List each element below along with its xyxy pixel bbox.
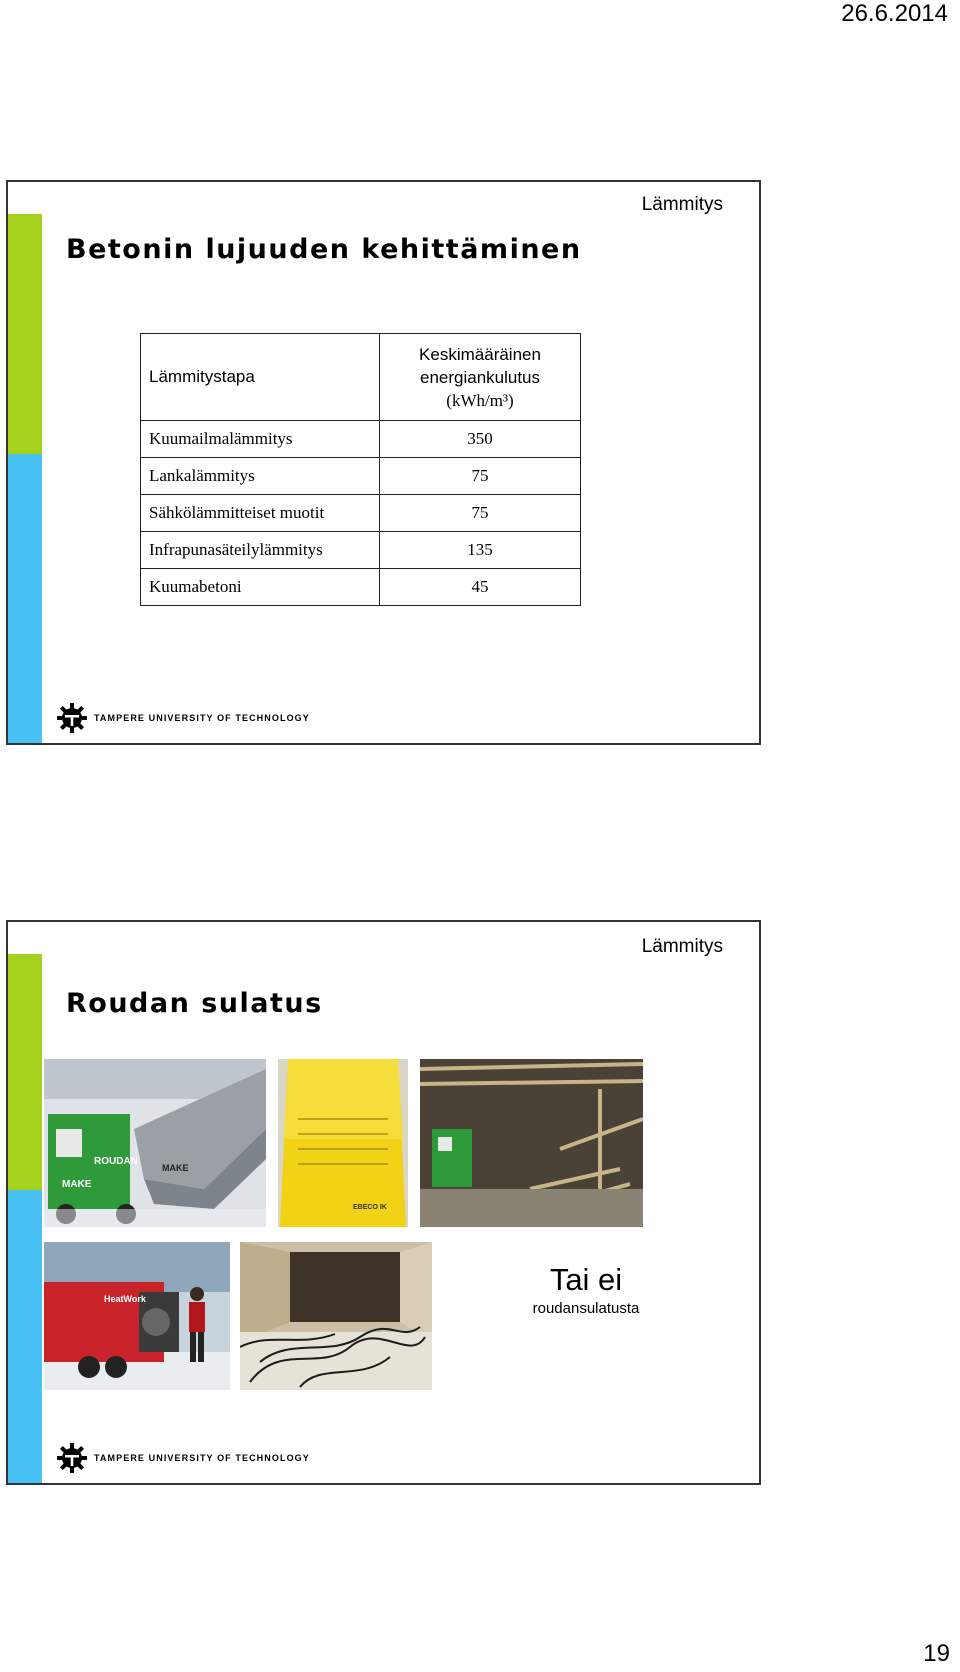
heater-model-label: MAKE <box>62 1179 92 1190</box>
row-value: 135 <box>380 532 581 569</box>
cover-label: MAKE <box>162 1163 189 1173</box>
section-label: Lämmitys <box>641 936 723 957</box>
slide-concrete-strength <box>6 180 761 745</box>
photo-formwork-cables <box>240 1242 432 1390</box>
heating-energy-table <box>140 333 581 606</box>
section-label: Lämmitys <box>641 194 723 215</box>
mat-brand-label: EBECO IK <box>353 1204 387 1211</box>
logo-text: TAMPERE UNIVERSITY OF TECHNOLOGY <box>94 713 310 723</box>
heater-brand-label: ROUDAN <box>94 1156 138 1167</box>
table-row <box>141 458 581 495</box>
slide-title: Betonin lujuuden kehittäminen <box>66 234 582 265</box>
caption-main: Tai ei <box>549 1262 623 1297</box>
table-row <box>141 495 581 532</box>
header-energy: Keskimääräinen energiankulutus (kWh/m³) <box>380 334 581 421</box>
table-row <box>141 421 581 458</box>
photo-roof-structure <box>420 1059 643 1227</box>
row-value: 75 <box>380 458 581 495</box>
logo-text: TAMPERE UNIVERSITY OF TECHNOLOGY <box>94 1453 310 1463</box>
gear-logo-icon <box>56 702 88 734</box>
photo-heating-mat <box>278 1059 408 1227</box>
row-method: Kuumabetoni <box>141 569 380 606</box>
table-row <box>141 569 581 606</box>
photo-heatwork-trailer <box>44 1242 230 1390</box>
page-number: 19 <box>923 1640 950 1667</box>
table-row <box>141 532 581 569</box>
row-value: 350 <box>380 421 581 458</box>
row-method: Sähkölämmitteiset muotit <box>141 495 380 532</box>
row-value: 75 <box>380 495 581 532</box>
row-method: Infrapunasäteilylämmitys <box>141 532 380 569</box>
row-method: Kuumailmalämmitys <box>141 421 380 458</box>
university-logo <box>56 701 310 735</box>
trailer-brand-label: HeatWork <box>104 1294 146 1304</box>
table-header-row <box>141 334 581 421</box>
row-value: 45 <box>380 569 581 606</box>
caption-sub: roudansulatusta <box>532 1300 640 1317</box>
slide-title: Roudan sulatus <box>66 988 323 1019</box>
row-method: Lankalämmitys <box>141 458 380 495</box>
slide-frost-thawing <box>6 920 761 1485</box>
page-date: 26.6.2014 <box>841 0 948 27</box>
photo-heater-snow <box>44 1059 266 1227</box>
university-logo <box>56 1441 310 1475</box>
caption-block <box>486 1262 686 1317</box>
header-method: Lämmitystapa <box>141 334 380 421</box>
gear-logo-icon <box>56 1442 88 1474</box>
